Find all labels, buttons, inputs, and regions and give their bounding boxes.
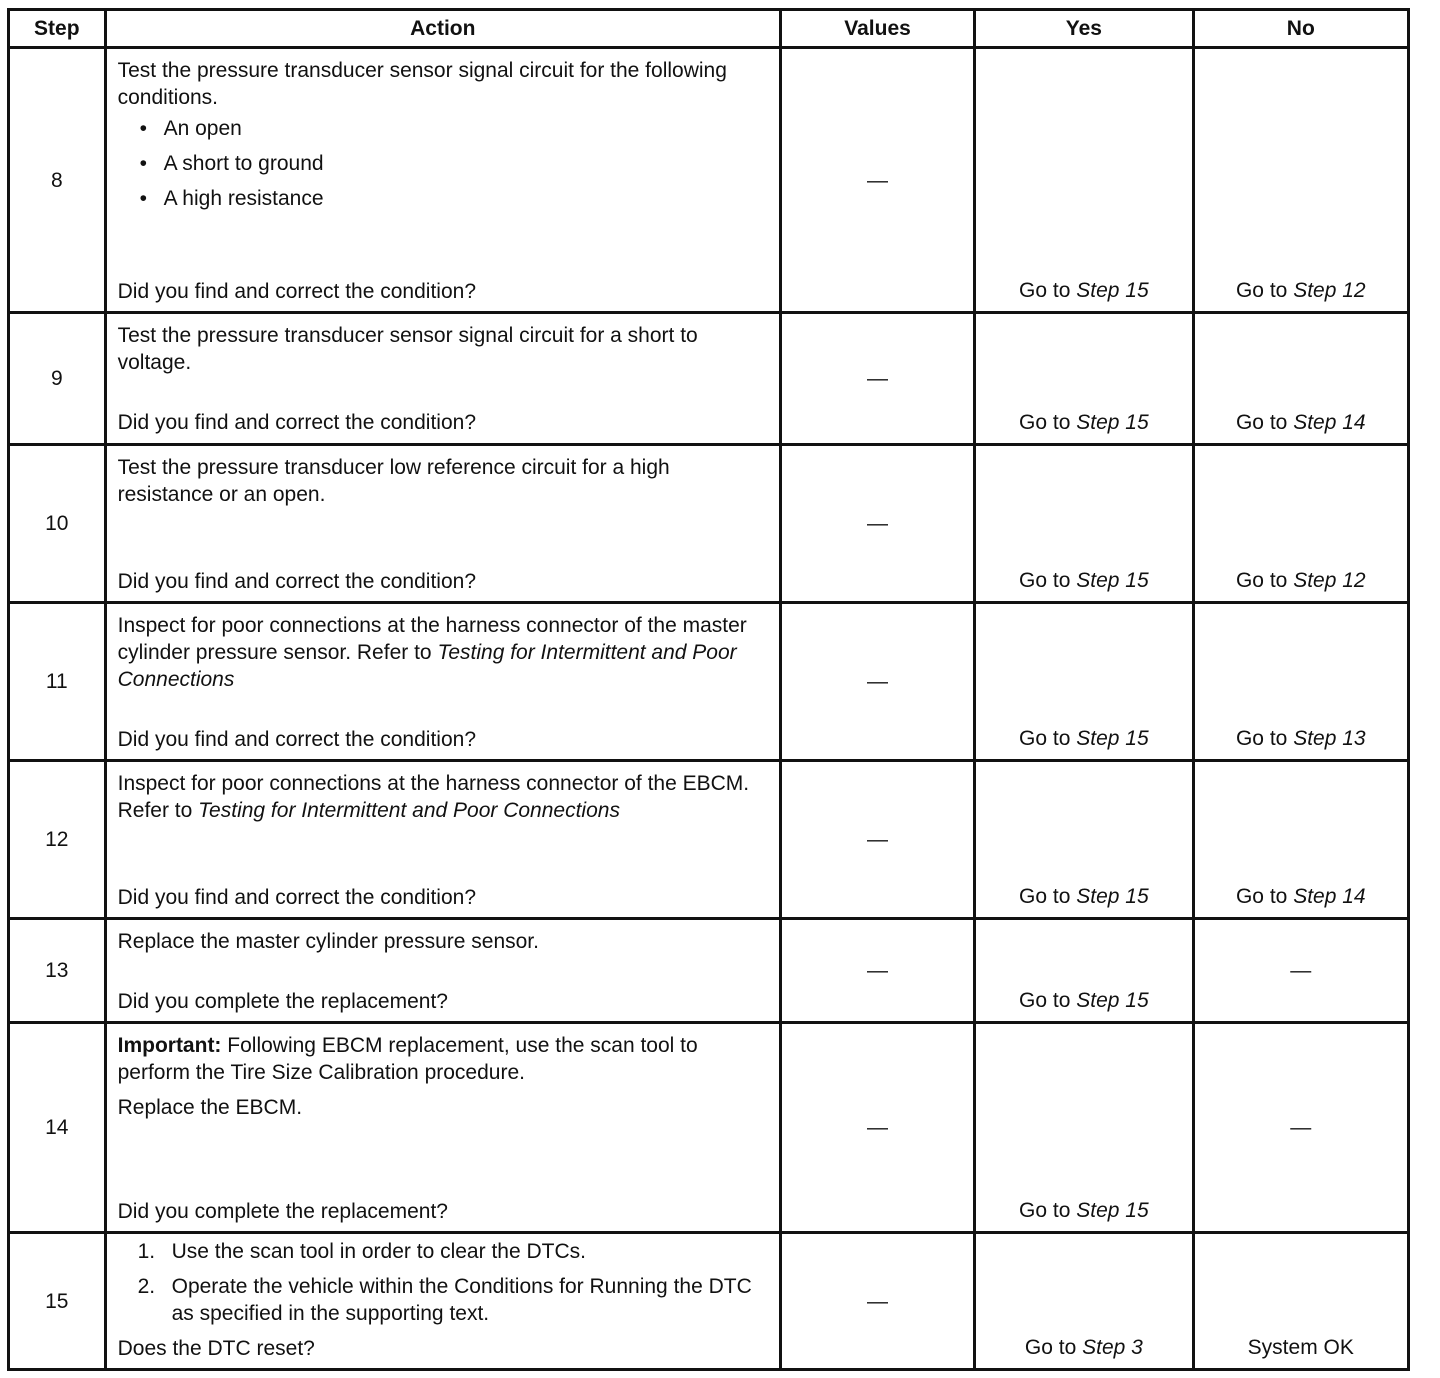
yes-cell bbox=[975, 761, 1193, 919]
list-item: • A short to ground bbox=[140, 150, 769, 177]
yes-cell bbox=[975, 603, 1193, 761]
yes-cell bbox=[975, 445, 1193, 603]
table-row bbox=[9, 761, 1409, 919]
go-to-label: Go to bbox=[1235, 885, 1288, 908]
step-reference: Step 14 bbox=[1293, 885, 1366, 908]
numbered-list bbox=[118, 1238, 769, 1335]
important-note bbox=[118, 1032, 769, 1086]
step-reference: Step 3 bbox=[1082, 1336, 1143, 1359]
step-number: 11 bbox=[9, 603, 106, 761]
action-cell bbox=[105, 919, 780, 1023]
action-cell bbox=[105, 1023, 780, 1233]
step-reference: Step 12 bbox=[1293, 279, 1366, 302]
action-cell bbox=[105, 603, 780, 761]
action-question: Did you find and correct the condition? bbox=[117, 411, 476, 434]
action-question: Did you complete the replacement? bbox=[117, 990, 448, 1013]
action-question: Did you find and correct the condition? bbox=[117, 280, 476, 303]
yes-cell bbox=[975, 1233, 1193, 1370]
diagnostic-table bbox=[7, 8, 1410, 1371]
go-to-label: Go to bbox=[1235, 279, 1288, 302]
action-cell bbox=[105, 48, 780, 313]
no-cell bbox=[1193, 761, 1408, 919]
step-number: 15 bbox=[9, 1233, 106, 1370]
go-to-label: Go to bbox=[1019, 989, 1071, 1012]
values-cell: — bbox=[780, 919, 974, 1023]
no-cell: — bbox=[1193, 919, 1408, 1023]
action-cell bbox=[105, 445, 780, 603]
step-reference: Step 15 bbox=[1076, 279, 1149, 302]
step-number: 9 bbox=[9, 313, 106, 445]
go-to-label: Go to bbox=[1019, 727, 1071, 750]
action-text: Test the pressure transducer low reference circuit for a high resistance or an open. bbox=[117, 456, 670, 506]
yes-cell bbox=[975, 48, 1193, 313]
go-to-label: Go to bbox=[1019, 279, 1071, 302]
action-text bbox=[118, 612, 769, 693]
action-cell bbox=[105, 761, 780, 919]
list-item: • An open bbox=[140, 115, 769, 142]
item-number: 2. bbox=[137, 1275, 156, 1298]
header-no: No bbox=[1193, 10, 1408, 48]
action-question: Does the DTC reset? bbox=[117, 1337, 315, 1360]
item-number: 1. bbox=[137, 1240, 156, 1263]
go-to-label: Go to bbox=[1235, 569, 1288, 592]
step-reference: Step 13 bbox=[1293, 727, 1366, 750]
values-cell: — bbox=[780, 313, 974, 445]
action-question: Did you complete the replacement? bbox=[117, 1200, 448, 1223]
step-reference: Step 15 bbox=[1076, 989, 1149, 1012]
step-number: 14 bbox=[9, 1023, 106, 1233]
action-question: Did you find and correct the condition? bbox=[117, 728, 476, 751]
action-cell bbox=[105, 1233, 780, 1370]
action-text: Test the pressure transducer sensor signal circuit for a short to voltage. bbox=[117, 324, 698, 374]
no-cell bbox=[1193, 313, 1408, 445]
action-text-body: Inspect for poor connections at the harness connector of the EBCM. Refer to bbox=[117, 772, 750, 822]
list-item bbox=[138, 1238, 769, 1265]
step-reference: Step 15 bbox=[1076, 727, 1149, 750]
table-row bbox=[9, 445, 1409, 603]
step-reference: Step 15 bbox=[1076, 569, 1149, 592]
item-text: Use the scan tool in order to clear the DTCs. bbox=[171, 1240, 586, 1263]
table-row bbox=[9, 1233, 1409, 1370]
step-number: 12 bbox=[9, 761, 106, 919]
list-item bbox=[138, 1273, 769, 1327]
no-cell: System OK bbox=[1193, 1233, 1408, 1370]
action-cell bbox=[105, 313, 780, 445]
list-item: • A high resistance bbox=[140, 185, 769, 212]
item-text: Operate the vehicle within the Conditions for Running the DTC as specified in the supporting text. bbox=[171, 1275, 752, 1325]
header-values: Values bbox=[780, 10, 974, 48]
yes-cell bbox=[975, 919, 1193, 1023]
header-row bbox=[9, 10, 1409, 48]
important-label: Important: bbox=[117, 1034, 222, 1057]
values-cell: — bbox=[780, 1023, 974, 1233]
condition-list bbox=[118, 115, 769, 212]
no-cell: — bbox=[1193, 1023, 1408, 1233]
step-reference: Step 14 bbox=[1293, 411, 1366, 434]
table-row bbox=[9, 313, 1409, 445]
values-cell: — bbox=[780, 1233, 974, 1370]
action-text-body: Inspect for poor connections at the harness connector of the master cylinder pressure sensor. Refer to bbox=[117, 614, 747, 664]
action-question: Did you find and correct the condition? bbox=[117, 886, 476, 909]
reference-link[interactable]: Testing for Intermittent and Poor Connections bbox=[117, 641, 737, 691]
values-cell: — bbox=[780, 445, 974, 603]
go-to-label: Go to bbox=[1024, 1336, 1077, 1359]
go-to-label: Go to bbox=[1019, 569, 1071, 592]
step-reference: Step 15 bbox=[1076, 885, 1149, 908]
go-to-label: Go to bbox=[1235, 727, 1288, 750]
values-cell: — bbox=[780, 761, 974, 919]
yes-cell bbox=[975, 1023, 1193, 1233]
no-cell bbox=[1193, 445, 1408, 603]
table-row bbox=[9, 603, 1409, 761]
action-text: Replace the master cylinder pressure sensor. bbox=[117, 930, 539, 953]
header-action: Action bbox=[105, 10, 780, 48]
go-to-label: Go to bbox=[1019, 411, 1071, 434]
step-reference: Step 15 bbox=[1076, 411, 1149, 434]
table-row bbox=[9, 919, 1409, 1023]
action-text bbox=[118, 770, 769, 824]
step-reference: Step 12 bbox=[1293, 569, 1366, 592]
step-reference: Step 15 bbox=[1076, 1199, 1149, 1222]
go-to-label: Go to bbox=[1019, 885, 1071, 908]
step-number: 10 bbox=[9, 445, 106, 603]
action-text: Replace the EBCM. bbox=[117, 1096, 303, 1119]
no-cell bbox=[1193, 48, 1408, 313]
action-text: Test the pressure transducer sensor signal circuit for the following conditions. bbox=[117, 59, 727, 109]
reference-link[interactable]: Testing for Intermittent and Poor Connections bbox=[198, 799, 620, 822]
action-question: Did you find and correct the condition? bbox=[117, 570, 476, 593]
go-to-label: Go to bbox=[1235, 411, 1288, 434]
no-cell bbox=[1193, 603, 1408, 761]
table-row bbox=[9, 1023, 1409, 1233]
important-text: Following EBCM replacement, use the scan tool to perform the Tire Size Calibration procedure. bbox=[117, 1034, 698, 1084]
values-cell: — bbox=[780, 48, 974, 313]
step-number: 8 bbox=[9, 48, 106, 313]
header-step: Step bbox=[9, 10, 106, 48]
go-to-label: Go to bbox=[1019, 1199, 1071, 1222]
values-cell: — bbox=[780, 603, 974, 761]
header-yes: Yes bbox=[975, 10, 1193, 48]
table-row bbox=[9, 48, 1409, 313]
step-number: 13 bbox=[9, 919, 106, 1023]
yes-cell bbox=[975, 313, 1193, 445]
